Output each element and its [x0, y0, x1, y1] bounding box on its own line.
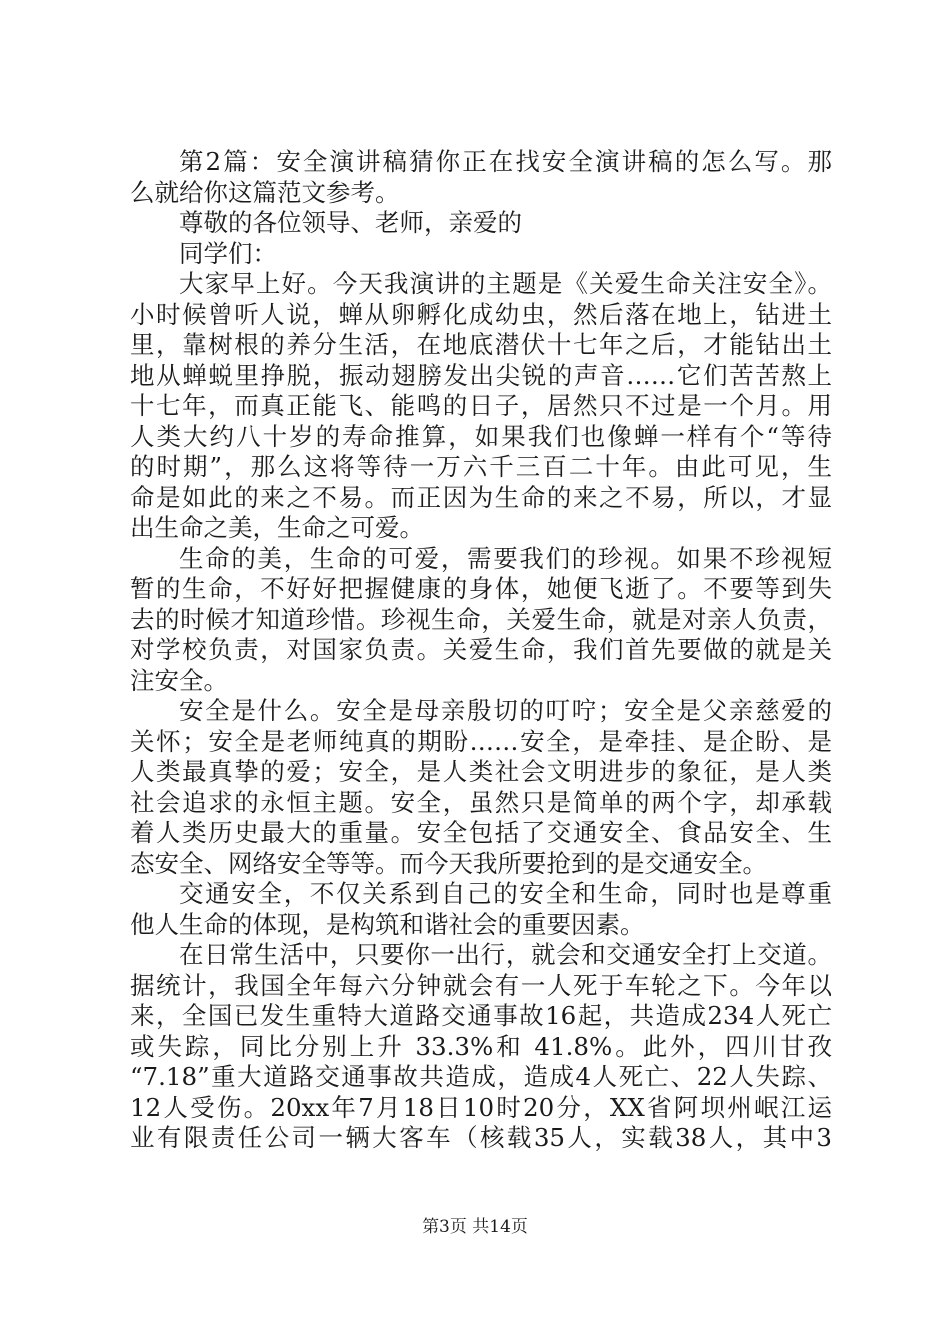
text-line: 社会追求的永恒主题。安全，虽然只是简单的两个字，却承载: [130, 787, 832, 817]
text-line: 暂的生命，不好好把握健康的身体，她便飞逝了。不要等到失: [130, 574, 832, 603]
text-line: 12人受伤。20xx年7月18日10时20分，XX省阿坝州岷江运: [130, 1092, 832, 1122]
text-line: 来，全国已发生重特大道路交通事故16起，共造成234人死亡: [130, 1001, 832, 1030]
text-line: 关怀；安全是老师纯真的期盼……安全，是牵挂、是企盼、是: [130, 726, 832, 756]
text-line: 生命的美，生命的可爱，需要我们的珍视。如果不珍视短: [179, 543, 832, 573]
text-line: 着人类历史最大的重量。安全包括了交通安全、食品安全、生: [130, 818, 832, 847]
text-line: 同学们：: [179, 238, 277, 268]
text-line: 业有限责任公司一辆大客车（核载35人，实载38人，其中3: [130, 1123, 832, 1152]
text-line: 去的时候才知道珍惜。珍视生命，关爱生命，就是对亲人负责，: [130, 604, 832, 634]
page-number-label: 第3页 共14页: [422, 1217, 528, 1237]
text-line: 人类大约八十岁的寿命推算，如果我们也像蝉一样有个“等待: [130, 421, 832, 451]
text-line: 他人生命的体现，是构筑和谐社会的重要因素。: [130, 909, 645, 939]
text-line: 十七年，而真正能飞、能鸣的日子，居然只不过是一个月。用: [130, 391, 832, 420]
document-body: [130, 147, 832, 1154]
text-line: “7.18”重大道路交通事故共造成，造成4人死亡、22人失踪、: [130, 1062, 832, 1091]
page-footer: [0, 1212, 950, 1237]
text-line: 地从蝉蜕里挣脱，振动翅膀发出尖锐的声音……它们苦苦熬上: [130, 360, 832, 390]
text-line: 命是如此的来之不易。而正因为生命的来之不易，所以，才显: [130, 482, 832, 512]
text-line: 对学校负责，对国家负责。关爱生命，我们首先要做的就是关: [130, 635, 832, 664]
text-line: 在日常生活中，只要你一出行，就会和交通安全打上交道。: [179, 940, 832, 969]
text-line: 注安全。: [130, 665, 228, 695]
text-line: 大家早上好。今天我演讲的主题是《关爱生命关注安全》。: [179, 269, 832, 298]
text-line: 么就给你这篇范文参考。: [130, 177, 400, 207]
text-line: 的时期”，那么这将等待一万六千三百二十年。由此可见，生: [130, 452, 832, 481]
text-line: 人类最真挚的爱；安全，是人类社会文明进步的象征，是人类: [130, 757, 832, 786]
text-line: 出生命之美，生命之可爱。: [130, 513, 424, 542]
text-line: 据统计，我国全年每六分钟就会有一人死于车轮之下。今年以: [130, 970, 832, 1000]
text-line: 里，靠树根的养分生活，在地底潜伏十七年之后，才能钻出土: [130, 330, 832, 359]
text-line: 交通安全，不仅关系到自己的安全和生命，同时也是尊重: [179, 879, 832, 908]
text-line: 或失踪，同比分别上升 33.3%和 41.8%。此外，四川甘孜: [130, 1031, 832, 1061]
text-line: 第2篇：安全演讲稿猜你正在找安全演讲稿的怎么写。那: [179, 147, 832, 176]
text-line: 态安全、网络安全等等。而今天我所要抢到的是交通安全。: [130, 848, 767, 878]
text-line: 小时候曾听人说，蝉从卵孵化成幼虫，然后落在地上，钻进土: [130, 299, 832, 329]
text-line: 尊敬的各位领导、老师，亲爱的: [179, 208, 522, 237]
text-line: 安全是什么。安全是母亲殷切的叮咛；安全是父亲慈爱的: [179, 696, 832, 725]
